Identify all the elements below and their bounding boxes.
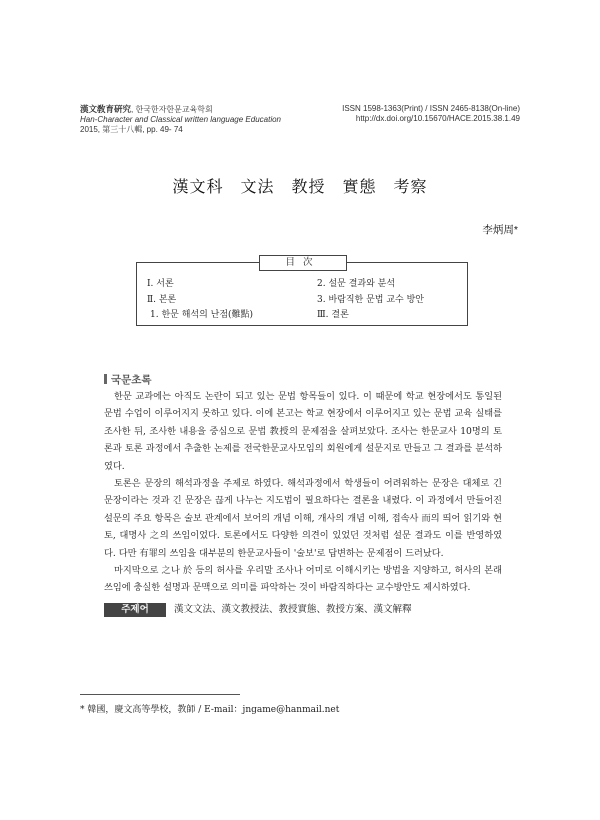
doi-link[interactable]: http://dx.doi.org/10.15670/HACE.2015.38.1.49 xyxy=(355,114,520,123)
journal-header xyxy=(80,104,281,135)
author-footnote: * 韓國，慶文高等學校，教師 / E-mail：jngame@hanmail.net xyxy=(80,705,340,715)
toc-right-column xyxy=(317,277,424,324)
journal-name-line xyxy=(80,104,281,115)
table-of-contents xyxy=(136,257,468,326)
paper-title: 漢文科 文法 教授 實態 考察 xyxy=(172,177,428,196)
toc-heading: 目次 xyxy=(259,255,347,271)
issn-block xyxy=(342,104,520,124)
abstract-heading-label: 국문초록 xyxy=(111,374,152,386)
author-name: 李炳周* xyxy=(482,224,518,236)
abstract-body xyxy=(104,388,502,597)
toc-item: Ⅲ. 결론 xyxy=(317,310,349,320)
issn: ISSN 1598-1363(Print) / ISSN 2465-8138(On-line) xyxy=(342,104,520,113)
footnote-divider xyxy=(80,694,240,695)
keywords-row xyxy=(104,603,502,619)
keywords-text: 漢文文法、漢文教授法、教授實態、教授方案、漢文解釋 xyxy=(174,604,412,615)
heading-bar-icon xyxy=(104,374,107,384)
toc-item: 3. 바람직한 문법 교수 방안 xyxy=(317,294,424,305)
keywords-label: 주제어 xyxy=(104,603,166,617)
journal-name-en: Han-Character and Classical written language Education xyxy=(80,115,281,124)
abstract-heading xyxy=(104,372,152,387)
toc-item: Ⅰ. 서론 xyxy=(147,279,174,289)
toc-item: Ⅱ. 본론 xyxy=(147,294,177,305)
abstract-paragraph: 토론은 문장의 해석과정을 주제로 하였다. 해석과정에서 학생들이 어려워하는 문장은 대체로 긴 문장이라는 것과 긴 문장은 끊게 나누는 지도법이 필요하다는 결론을 내렸다. 이 과정에서 만들어진 설문의 주요 항목은 술보 관계에서 보어의 개념 이해, 개사의 개념 이해, 접속사 而의 띄어 읽기와 현토, 대명사 之의 쓰임이었다. 토론에서도 다양한 의견이 있었던 것처럼 설문 결과도 이를 반영하였다. 다만 有罪의 쓰임을 대부분의 한문교사들이 '술보'로 답변하는 문제점이 드러났다. xyxy=(104,478,502,559)
toc-item: 2. 설문 결과와 분석 xyxy=(317,279,396,289)
abstract-paragraph: 마지막으로 之나 於 등의 허사를 우리말 조사나 어미로 이해시키는 방법을 지양하고, 허사의 본래 쓰임에 충실한 설명과 문맥으로 의미를 파악하는 것이 바람직하다는 교수방안도 제시하였다. xyxy=(104,565,502,594)
society-name: , 한국한자한문교육학회 xyxy=(131,105,213,114)
journal-issue: 2015, 第三十八輯, pp. 49- 74 xyxy=(80,125,183,134)
journal-name: 漢文敎育硏究 xyxy=(80,104,132,114)
toc-item: 1. 한문 해석의 난점(難點) xyxy=(150,310,254,320)
abstract-paragraph: 한문 교과에는 아직도 논란이 되고 있는 문법 항목들이 있다. 이 때문에 학교 현장에서도 통일된 문법 수업이 이루어지지 못하고 있다. 이에 본고는 학교 현장에서 이루어지고 있는 문법 교육 실태를 조사한 뒤, 조사한 내용을 중심으로 문법 教授의 문제점을 살펴보았다. 조사는 한문교사 10명의 토론과 토론 과정에서 추출한 논제를 전국한문교사모임의 회원에게 설문지로 만들고 그 결과를 분석하였다. xyxy=(104,391,502,472)
toc-left-column xyxy=(147,277,253,324)
